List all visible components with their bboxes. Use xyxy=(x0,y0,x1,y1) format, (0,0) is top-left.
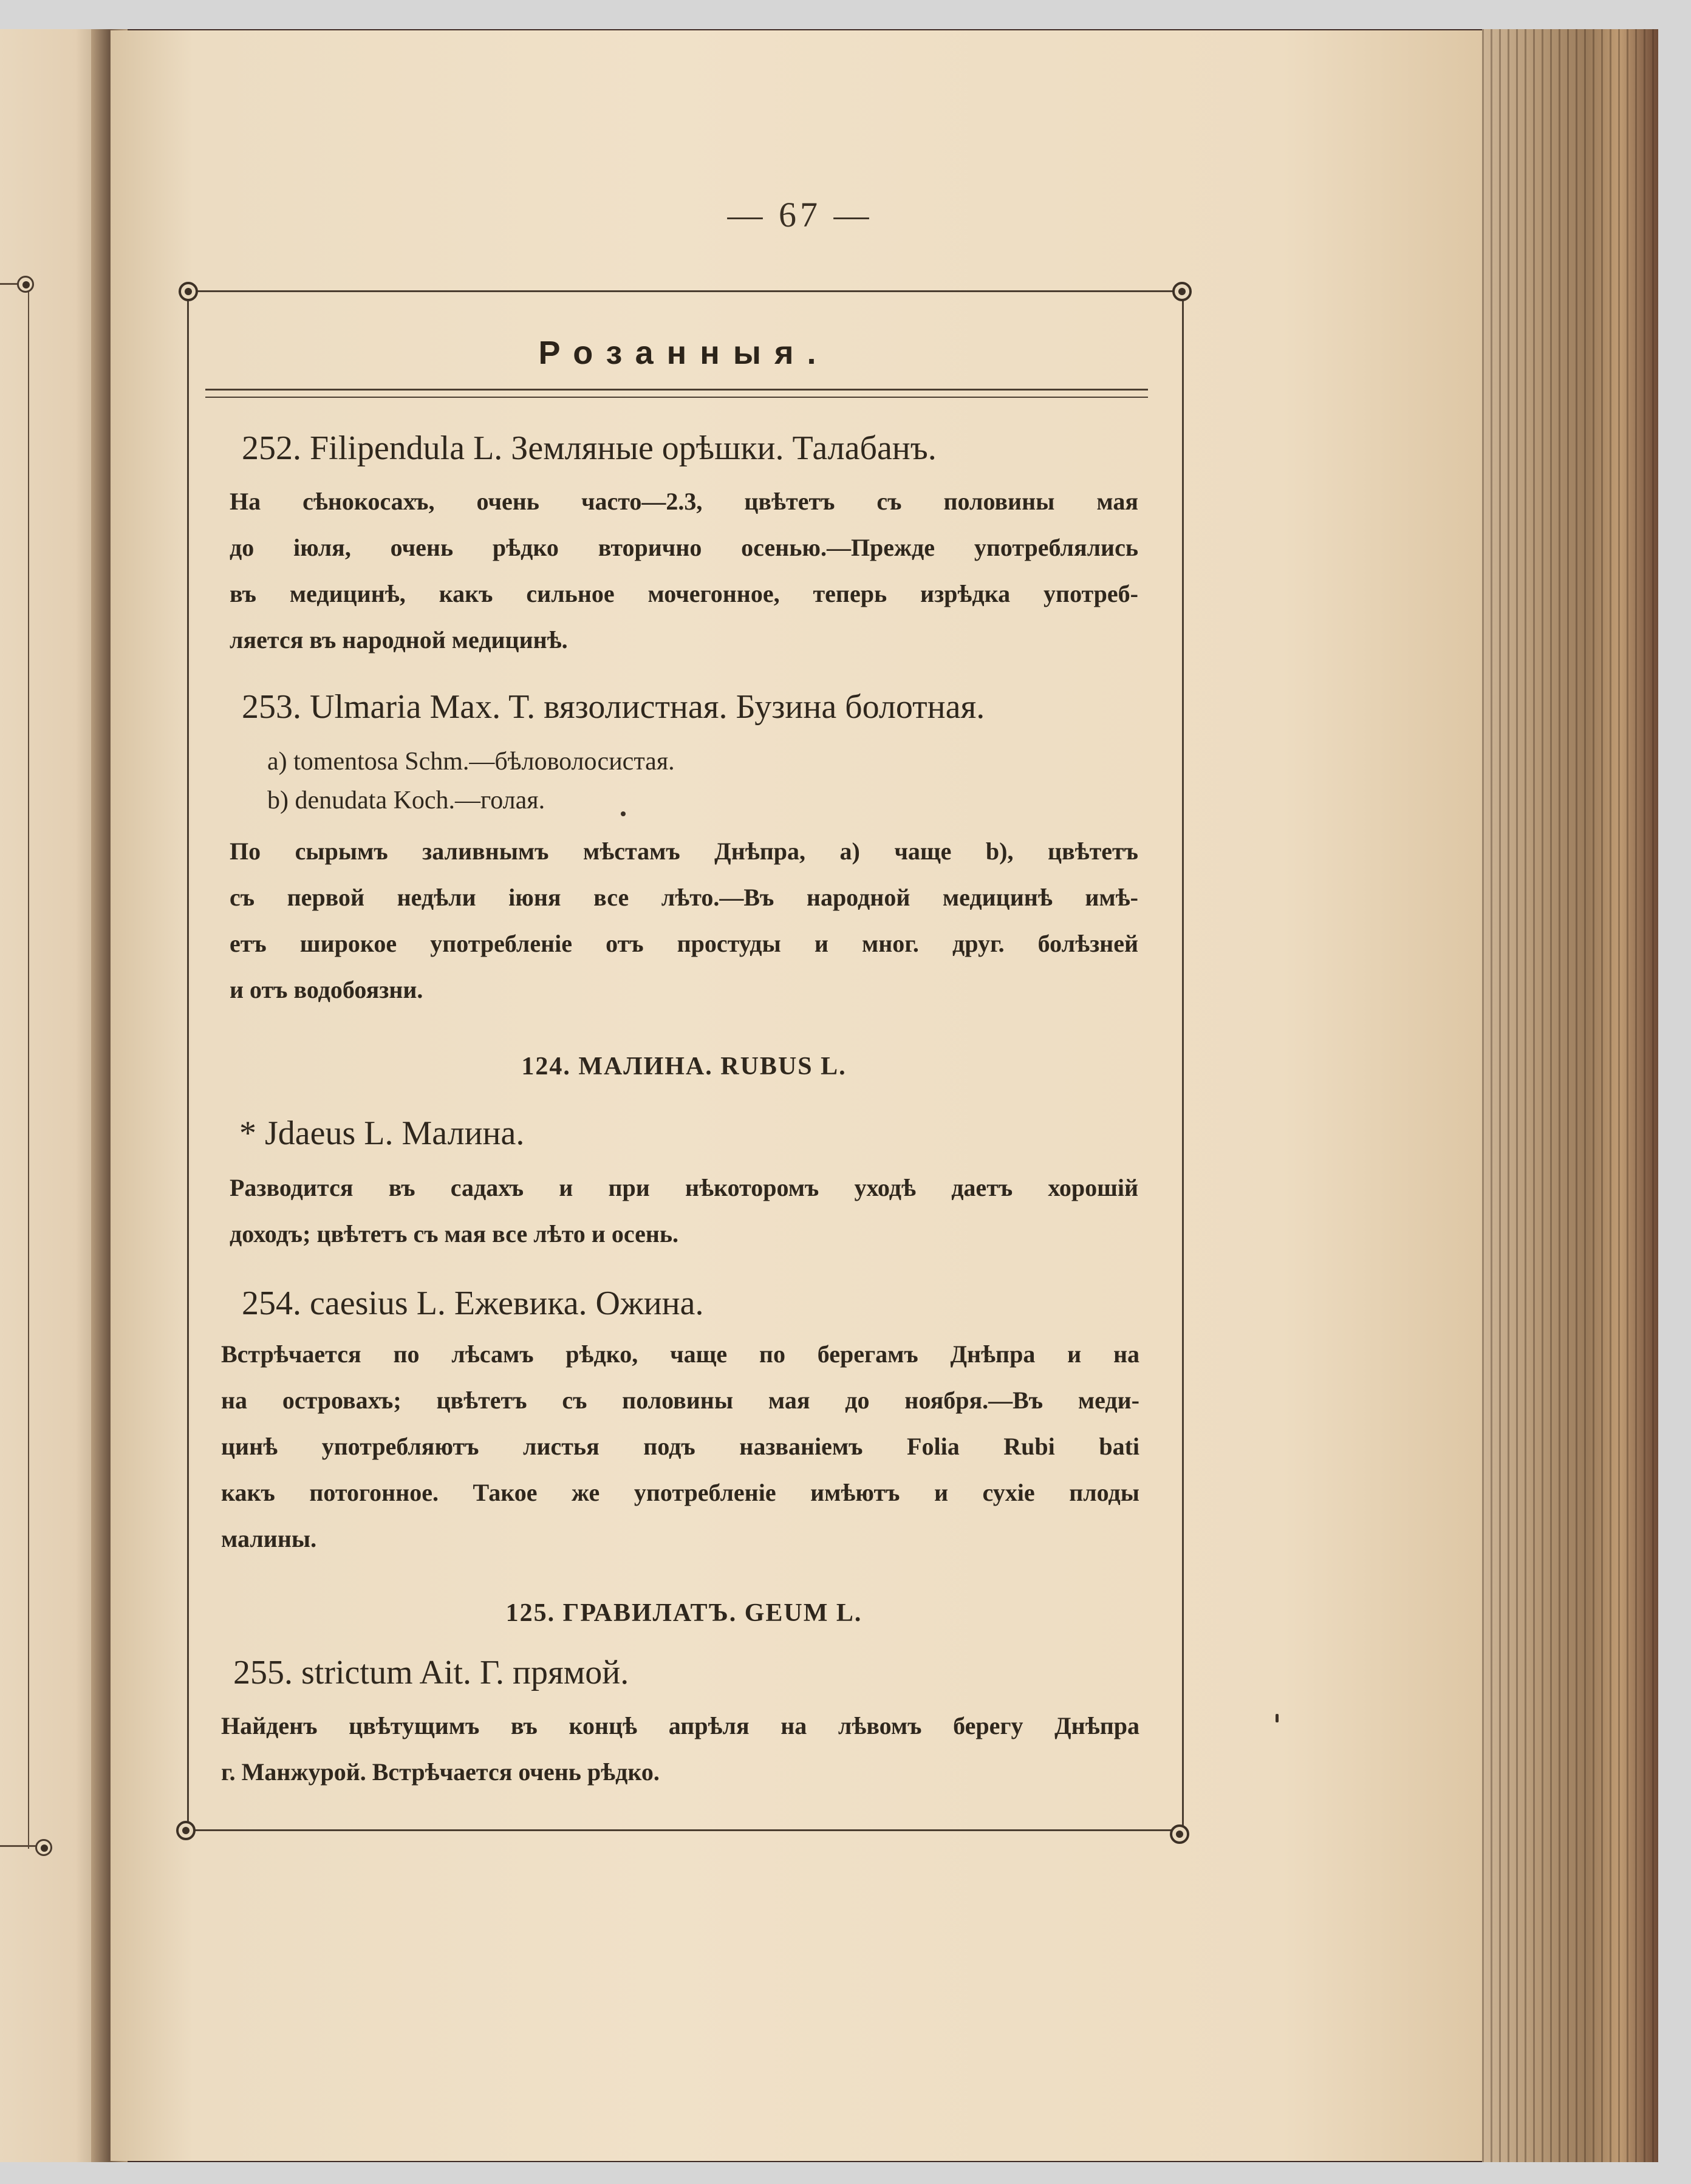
text-line: цинѣ употребляютъ листья подъ названіемъ Folia Rubi bati xyxy=(221,1433,1139,1460)
corner-ornament-icon xyxy=(179,282,198,301)
left-corner-ornament-icon xyxy=(35,1839,52,1856)
ink-speck xyxy=(1276,1714,1279,1722)
entry-description xyxy=(230,828,1138,1013)
text-line: г. Манжурой. Встрѣчается очень рѣдко. xyxy=(221,1758,660,1786)
text-line: доходъ; цвѣтетъ съ мая все лѣто и осень. xyxy=(230,1220,679,1247)
text-line: На сѣнокосахъ, очень часто—2.3, цвѣтетъ съ половины мая xyxy=(230,488,1138,515)
entry-heading: 253. Ulmaria Max. T. вязолистная. Бузина болотная. xyxy=(242,688,985,726)
text-line: и отъ водобоязни. xyxy=(230,976,423,1003)
genus-heading: 124. МАЛИНА. RUBUS L. xyxy=(521,1053,847,1080)
corner-ornament-icon xyxy=(1172,282,1192,301)
book-scan xyxy=(0,29,1658,2162)
text-line: етъ широкое употребленіе отъ простуды и мног. друг. болѣзней xyxy=(230,930,1138,957)
entry-description xyxy=(230,1165,1138,1257)
variety-item: b) denudata Koch.—голая. xyxy=(267,787,545,814)
page-edges-stack xyxy=(1482,29,1658,2162)
frame-bottom-line xyxy=(187,1829,1183,1831)
entry-description xyxy=(221,1331,1139,1562)
text-line: По сырымъ заливнымъ мѣстамъ Днѣпра, a) чаще b), цвѣтетъ xyxy=(230,838,1138,865)
text-line: на островахъ; цвѣтетъ съ половины мая до ноября.—Въ меди- xyxy=(221,1387,1139,1414)
entry-description xyxy=(221,1703,1139,1795)
text-line: съ первой недѣли іюня все лѣто.—Въ народной медицинѣ имѣ- xyxy=(230,884,1138,911)
frame-top-line xyxy=(187,290,1183,292)
variety-item: a) tomentosa Schm.—бѣловолосистая. xyxy=(267,748,675,776)
left-corner-ornament-icon xyxy=(17,276,34,293)
text-line: ляется въ народной медицинѣ. xyxy=(230,626,568,653)
section-title: Розанныя. xyxy=(538,335,830,371)
entry-heading: 254. caesius L. Ежевика. Ожина. xyxy=(242,1285,704,1322)
text-line: до іюля, очень рѣдко вторично осенью.—Прежде употреблялись xyxy=(230,534,1138,561)
corner-ornament-icon xyxy=(1170,1824,1189,1844)
entry-heading: 255. strictum Ait. Г. прямой. xyxy=(233,1654,629,1691)
text-line: Найденъ цвѣтущимъ въ концѣ апрѣля на лѣвомъ берегу Днѣпра xyxy=(221,1712,1139,1739)
text-line: Встрѣчается по лѣсамъ рѣдко, чаще по берегамъ Днѣпра и на xyxy=(221,1340,1139,1368)
text-line: малины. xyxy=(221,1525,317,1552)
entry-description xyxy=(230,479,1138,663)
book-page xyxy=(111,30,1489,2161)
text-line: какъ потогонное. Такое же употребленіе имѣютъ и сухіе плоды xyxy=(221,1479,1139,1506)
page-frame xyxy=(179,285,1189,1834)
ink-speck xyxy=(621,811,626,816)
corner-ornament-icon xyxy=(176,1821,196,1840)
genus-heading: 125. ГРАВИЛАТЪ. GEUM L. xyxy=(505,1599,863,1627)
text-line: Разводится въ садахъ и при нѣкоторомъ уходѣ даетъ хорошій xyxy=(230,1174,1138,1201)
title-divider xyxy=(205,389,1148,398)
text-line: въ медицинѣ, какъ сильное мочегонное, теперь изрѣдка употреб- xyxy=(230,580,1138,607)
left-page-frame-side xyxy=(28,284,29,1849)
entry-heading: * Jdaeus L. Малина. xyxy=(239,1114,525,1152)
entry-heading: 252. Filipendula L. Земляные орѣшки. Талабанъ. xyxy=(242,429,937,467)
page-number: — 67 — xyxy=(727,195,873,234)
